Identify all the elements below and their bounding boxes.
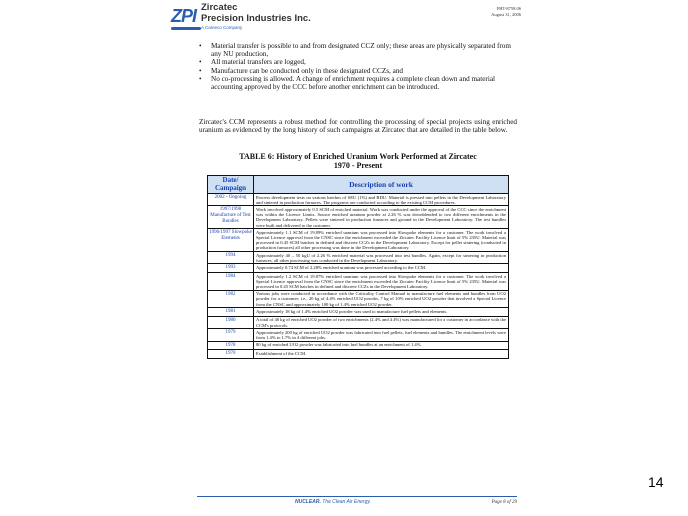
row-date: 1997/1998 Manufacture of Test Bundles	[208, 206, 254, 229]
table-title-line2: 1970 - Present	[333, 161, 383, 170]
footer-divider	[197, 496, 517, 497]
history-table	[207, 175, 509, 359]
table-row	[208, 264, 509, 273]
bullet-item: • All material transfers are logged,	[197, 58, 515, 66]
header-description: Description of work	[254, 176, 509, 194]
document-date: August 31, 2006	[491, 12, 521, 17]
table-header-row	[208, 176, 509, 194]
document-page	[165, 0, 525, 516]
company-subtitle: A Cameco Company	[201, 25, 243, 30]
bullet-item: • Manufacture can be conducted only in these designated CCZs, and	[197, 67, 515, 75]
row-date: 2002 - Ongoing	[208, 194, 254, 206]
footer-page-number: Page 8 of 29	[491, 500, 517, 505]
row-description: Process development tests on various batches of SEU (1%) and BDU. Material is pressed into pellets in the Development Laboratory and sintered in production furnaces. The programs are conducted according to the existing CCM procedures.	[254, 194, 509, 206]
footer-tagline-brand: NUCLEAR.	[295, 499, 321, 505]
header-date-campaign: Date/ Campaign	[208, 176, 254, 194]
row-date: 1978	[208, 341, 254, 350]
row-description: Establishment of the CCM.	[254, 350, 509, 359]
table-row	[208, 229, 509, 252]
body-paragraph: Zircatec's CCM represents a robust method for controlling the processing of special projects using enriched uranium as evidenced by the long history of such campaigns at Zircatec that are detailed in the table below.	[199, 118, 517, 135]
company-name-line1: Zircatec	[201, 2, 238, 13]
row-description: Approximately 40 – 50 kgU of 2.26 % enriched material was processed into test bundles. Again, except for sintering in production furnaces, all other processing was conducted in the Development Laboratory.	[254, 252, 509, 264]
company-name-line2: Precision Industries Inc.	[201, 13, 311, 24]
row-date: 1994	[208, 252, 254, 264]
logo-mark: ZPI	[171, 6, 197, 26]
table-row	[208, 290, 509, 308]
table-row	[208, 194, 509, 206]
row-description: Work involved approximately 0.5 SCM of enriched material. Work was conducted under the approval of the CCC since the enrichment was within the Licence Limits. Source enriched uranium powder at 2.26 % was downblended to two different enrichments in the Development Laboratory. Pellets were sintered in production furnaces and ground in the Development Laboratory. The test bundles were built and delivered to the customer.	[254, 206, 509, 229]
row-description: Approximately 1.2 SCM of 19.87% enriched uranium was processed into Slowpoke elements for a customer. The work involved a Special Licence approval from the CNSC since the enrichment exceeded the Zircatec Facility Licence limit of 5% 235U. Material was processed in 0.45 SCM batches in defined and discrete CCZs in the Development Laboratory.	[254, 273, 509, 291]
table-row	[208, 252, 509, 264]
company-name	[201, 2, 311, 24]
row-date: 1993	[208, 264, 254, 273]
table-row	[208, 316, 509, 328]
row-date: 1996/1997 Slowpoke Elements	[208, 229, 254, 252]
row-description: 80 kg of enriched UO2 powder was fabricated into fuel bundles at an enrichment of 1.4%.	[254, 341, 509, 350]
slide-number: 14	[648, 474, 664, 490]
table-row	[208, 341, 509, 350]
document-reference	[491, 6, 521, 18]
bullet-item: • Material transfer is possible to and from designated CCZ only; these areas are physically separated from any NU production,	[197, 42, 515, 58]
bullet-item: • No co-processing is allowed. A change of enrichment requires a complete clean down and material accounting approved by the CCC before another enrichment can be introduced.	[197, 75, 515, 91]
row-description: Various jobs were conducted in accordance with the Criticality Control Manual to manufacture fuel elements and bundles from UO2 powder for a customer; i.e., 20 kg of 4.4% enriched UO2 powder, 7 kg of 10% enriched UO2 powder that involved a Special Licence from the CNSC and approximately 100 kg of 1.4% enriched UO2 powder.	[254, 290, 509, 308]
row-date: 1980	[208, 316, 254, 328]
row-date: 1981	[208, 308, 254, 317]
table-row	[208, 308, 509, 317]
table-title	[199, 152, 517, 170]
table-row	[208, 350, 509, 359]
row-date: 1984	[208, 273, 254, 291]
logo-swoosh-icon	[171, 27, 201, 30]
footer-tagline	[295, 499, 371, 505]
row-description: Approximately 18 kg of 1.4% enriched UO2 powder was used to manufacture fuel pellets and elements.	[254, 308, 509, 317]
table-title-line1: TABLE 6: History of Enriched Uranium Work Performed at Zircatec	[239, 152, 477, 161]
row-date: 1982	[208, 290, 254, 308]
row-description: Approximately 0.74 SCM of 2.28% enriched uranium was processed according to the CCM.	[254, 264, 509, 273]
document-id: FHT-8758.06	[496, 6, 521, 11]
table-row	[208, 206, 509, 229]
row-description: Approximately 200 kg of enriched UO2 powder was fabricated into fuel pellets, fuel elements and bundles. The enrichment levels were from 1.4% to 1.7% in 4 different jobs.	[254, 329, 509, 341]
table-row	[208, 329, 509, 341]
footer-tagline-rest: The Clean Air Energy.	[320, 499, 371, 505]
row-date: 1970	[208, 350, 254, 359]
bullet-list	[197, 42, 515, 91]
row-date: 1979	[208, 329, 254, 341]
table-row	[208, 273, 509, 291]
row-description: Approximately 1.1 SCM of 19.89% enriched uranium was processed into Slowpoke elements for a customer. The work involved a Special Licence approval from the CNSC since the enrichment exceeded the Zircatec Facility Licence limit of 5% 235U. Material was processed in 0.45 SCM batches in defined and discrete CCZs in the Development Laboratory. Except for pellet sintering (conducted in production furnaces) all other processing was done in the Development Laboratory.	[254, 229, 509, 252]
row-description: A total of 40 kg of enriched UO2 powder of two enrichments (2.4% and 4.4%) was manufactured for a customer in accordance with the CCM's protocols.	[254, 316, 509, 328]
